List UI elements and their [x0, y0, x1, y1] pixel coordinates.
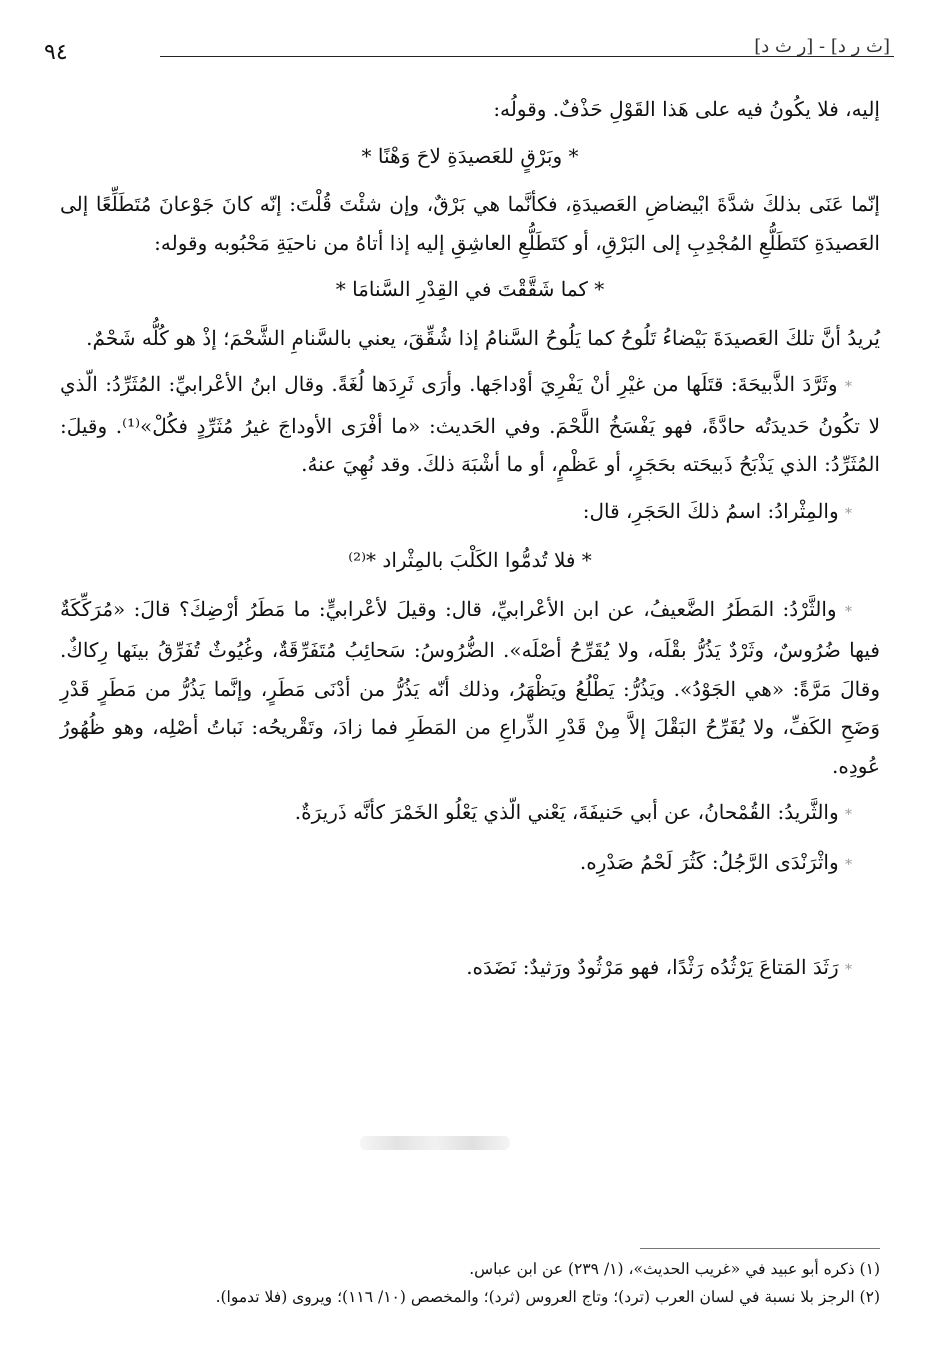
footnote-2: (٢) الرجز بلا نسبة في لسان العرب (ترد)؛ وتاج العروس (ثرد)؛ والمخصص (١٠/ ١١٦)؛ ويروى (فلا تدموا).: [215, 1288, 880, 1306]
entry-ithranda: [60, 843, 880, 885]
entry-rathada: [60, 948, 880, 990]
entry-tharrada-text: وثَرَّدَ الذَّبيحَةَ: قتَلَها من غيْرِ أنْ يَفْرِيَ أوْداجَها. وأرَى ثَرِدَها لُغَةً. وقال ابنُ الأعْرابيِّ: المُثَرِّدُ: الّذي لا تكُونُ حَديدَتُه حادَّةً، فهو يَفْسَخُ اللَّحْمَ. وفي الحَديث: «ما أفْرَى الأوداجَ غيرُ مُثَرِّدٍ فكُلْ»⁽¹⁾. وقيلَ: المُثَرِّدُ: الذي يَذْبَحُ ذَبيحَته بحَجَرٍ، أو عَظْمٍ، أو ما أشْبَهَ ذلكَ. وقد نُهِيَ عنهُ.: [60, 372, 880, 476]
scan-smudge: [360, 1136, 510, 1150]
entry-ithranda-text: واثْرَنْدَى الرَّجُلُ: كَثُرَ لَحْمُ صَدْرِه.: [579, 849, 839, 874]
entry-marker: *: [845, 807, 852, 823]
entry-rathada-text: رَثَدَ المَتاعَ يَرْثُدُه رَثْدًا، فهو مَرْثُودٌ ورَثيدٌ: نَضَدَه.: [466, 955, 839, 979]
footnotes: [60, 1256, 880, 1312]
entry-mithrad-text: والمِثْرادُ: اسمُ ذلكَ الحَجَرِ، قال:: [582, 498, 839, 523]
page-number: ٩٤: [44, 40, 68, 65]
paragraph-2: إنّما عَنَى بذلكَ شدَّةَ ابْيضاضِ العَصيدَةِ، فكأنَّما هي بَرْقٌ، وإن شئْتَ قُلْتَ: إنّه كانَ جَوْعانَ مُتَطَلِّعًا إلى العَصيدَةِ كتَطَلُّعِ المُجْدِبِ إلى البَرْقِ، أو كتَطَلُّعِ العاشِقِ إليه إذا أتاهُ من ناحيَةِ مَحْبُوبه وقوله:: [60, 192, 880, 255]
section-gap: [60, 892, 880, 948]
main-text: [60, 90, 880, 998]
entry-tharrada: [60, 365, 880, 484]
entry-marker: *: [845, 856, 852, 873]
entry-mithrad: [60, 492, 880, 534]
entry-marker: *: [845, 603, 853, 620]
entry-marker: *: [845, 379, 852, 395]
paragraph-1: إليه، فلا يكُونُ فيه على هَذا القَوْلِ حَذْفٌ. وقولُه:: [493, 97, 880, 121]
footnote-1: (١) ذكره أبو عبيد في «غريب الحديث»، (١/ ٢٣٩) عن ابن عباس.: [469, 1260, 880, 1278]
verse-1: * وبَرْقٍ للعَصيدَةِ لاحَ وَهْنًا *: [361, 143, 579, 168]
header-rule: [160, 56, 894, 57]
verse-3: * فلا تُدمُّوا الكَلْبَ بالمِثْراد *⁽²⁾: [348, 548, 592, 572]
entry-tharid: [60, 793, 880, 835]
entry-marker: *: [845, 505, 852, 522]
running-head: [ث ر د] - [ر ث د]: [754, 36, 890, 57]
verse-2: * كما شَقَّقْتَ في القِدْرِ السَّنامَا *: [335, 277, 605, 301]
entry-marker: *: [845, 962, 852, 978]
paragraph-3: يُريدُ أنَّ تلكَ العَصيدَةَ بَيْضاءُ تَلُوحُ كما يَلُوحُ السَّنامُ إذا شُقِّقَ، يعني بالسَّنامِ الشَّحْمَ؛ إذْ هو كُلُّه شَحْمٌ.: [86, 325, 880, 350]
entry-thard: [60, 590, 880, 786]
entry-thard-text: والثَّرْدُ: المَطَرُ الضَّعيفُ، عن ابن الأعْرابيِّ، قال: وقيلَ لأعْرابيٍّ: ما مَطَرُ أرْضِكَ؟ قالَ: «مُرَكِّكَةٌ فيها ضُرُوسٌ، وثَرْدٌ يَذُرُّ بقْلَه، ولا يُقَرِّحُ أصْلَه». الضُّرُوسُ: سَحائِبُ مُتَفَرِّقَةٌ، وغُيُوثٌ تُفَرِّقُ بينَها رِكاكٌ. وقالَ مَرَّةً: «هي الجَوْدُ». ويَذُرُّ: يَطْلُعُ ويَظْهَرُ، وذلك أنّه يَذُرُّ من أدْنَى مَطَرٍ، وإنَّما يَذُرُّ من مَطَرٍ قَدْرِ وَضَحِ الكَفِّ، ولا يُقَرِّحُ البَقْلَ إلاَّ مِنْ قَدْرِ الذِّراعِ من المَطَرِ فما زادَ، وتَقْريحُه: نَباتُ أصْلِه، وهو ظُهُورُ عُودِه.: [60, 596, 880, 778]
footnote-rule: [640, 1248, 880, 1249]
entry-tharid-text: والثَّريدُ: القُمْحانُ، عن أبي حَنيفَةَ، يَعْني الّذي يَعْلُو الخَمْرَ كأنَّه ذَريرَةٌ.: [294, 800, 839, 824]
